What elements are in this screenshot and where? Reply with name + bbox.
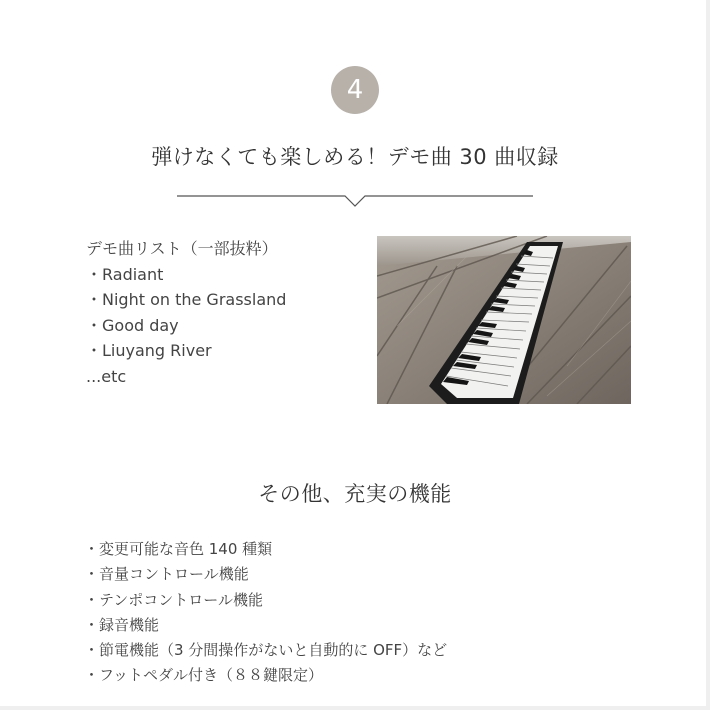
list-item: ・Good day [86, 315, 179, 335]
feature-item: ・テンポコントロール機能 [84, 590, 263, 609]
list-item: ・Liuyang River [86, 341, 212, 361]
feature-item: ・変更可能な音色 140 種類 [84, 540, 273, 558]
demo-list-heading: デモ曲リスト（一部抜粋） [86, 239, 278, 258]
step-number-badge: 4 [331, 66, 379, 114]
feature-item: ・節電機能（3 分間操作がないと自動的に OFF）など [84, 641, 448, 660]
divider-chevron [177, 194, 533, 210]
list-item: ・Night on the Grassland [86, 290, 287, 310]
section-title-demo-songs: 弾けなくても楽しめる！デモ曲 30 曲収録 [151, 145, 559, 169]
list-item: ・Radiant [86, 264, 164, 284]
feature-item: ・フットペダル付き（８８鍵限定） [84, 666, 323, 685]
feature-item: ・音量コントロール機能 [84, 565, 249, 584]
section-title-other-features: その他、充実の機能 [258, 482, 452, 506]
demo-song-list [86, 236, 356, 390]
feature-list [84, 537, 644, 689]
feature-item: ・録音機能 [84, 615, 160, 634]
list-etc: ...etc [86, 366, 127, 386]
piano-photo [377, 236, 631, 404]
